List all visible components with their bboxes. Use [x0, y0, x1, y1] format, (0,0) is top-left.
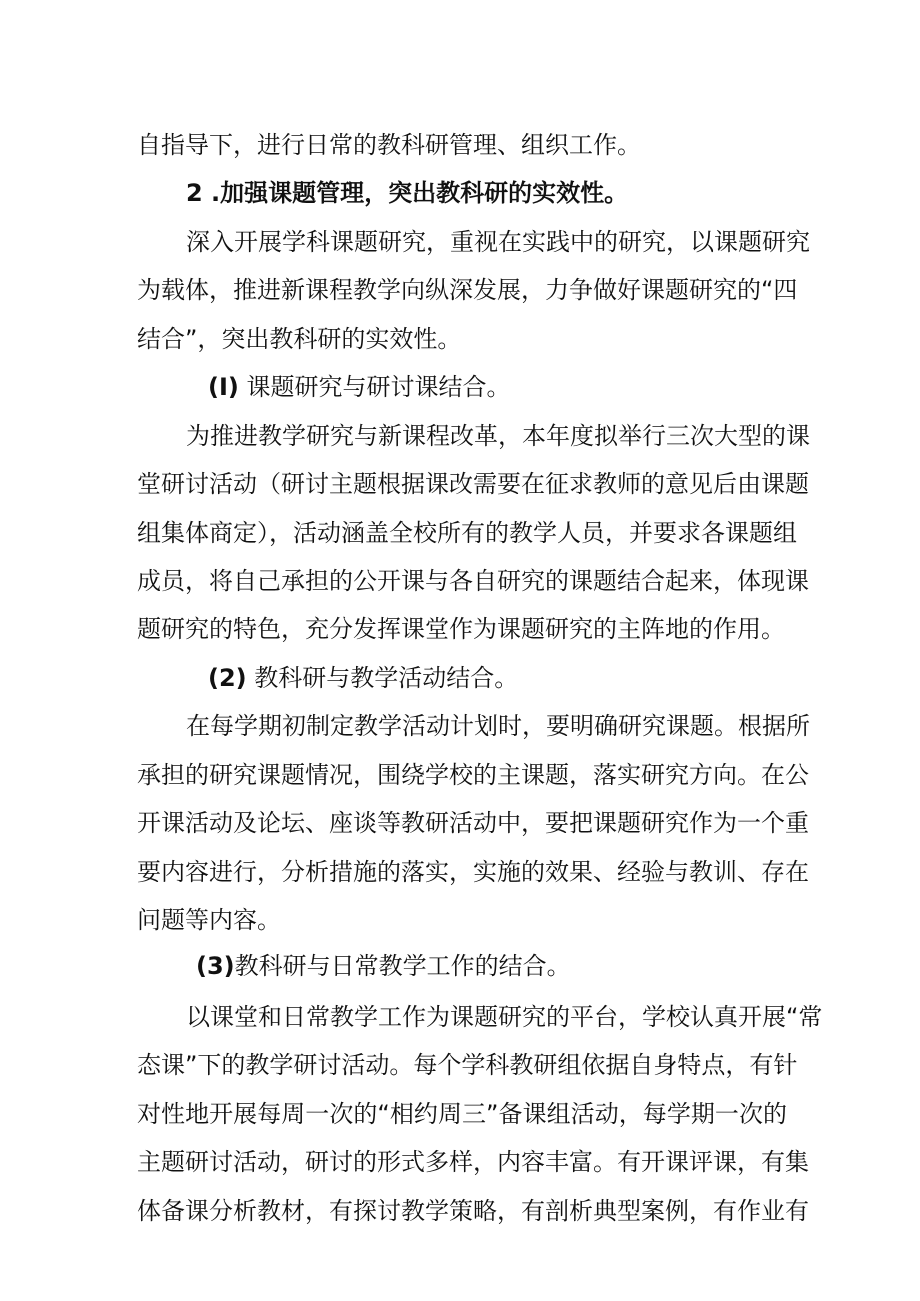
paragraph-line: 为推进教学研究与新课程改革，本年度拟举行三次大型的课 — [186, 422, 810, 450]
paragraph-line: 堂研讨活动（研讨主题根据课改需要在征求教师的意见后由课题 — [137, 470, 809, 498]
paragraph-line: 组集体商定），活动涵盖全校所有的教学人员，并要求各课题组 — [137, 519, 797, 547]
paragraph-line: 态课”下的教学研讨活动。每个学科教研组依据自身特点，有针 — [137, 1051, 798, 1079]
paragraph-line: 成员，将自己承担的公开课与各自研究的课题结合起来，体现课 — [137, 567, 809, 595]
paragraph-line: 体备课分析教材，有探讨教学策略，有剖析典型案例，有作业有 — [137, 1197, 809, 1225]
subheading-number: (I) — [208, 373, 239, 401]
paragraph-line: 以课堂和日常教学工作为课题研究的平台，学校认真开展“常 — [186, 1003, 823, 1031]
paragraph-line: 结合”，突出教科研的实效性。 — [137, 325, 462, 353]
paragraph-line: 开课活动及论坛、座谈等教研活动中，要把课题研究作为一个重 — [137, 809, 809, 837]
paragraph-line: 题研究的特色，充分发挥课堂作为课题研究的主阵地的作用。 — [137, 615, 785, 643]
paragraph-line: 自指导下，进行日常的教科研管理、组织工作。 — [137, 131, 641, 159]
paragraph-line: 对性地开展每周一次的“相约周三”备课组活动，每学期一次的 — [137, 1100, 787, 1128]
subheading-text: 教科研与日常教学工作的结合。 — [234, 952, 571, 980]
subheading-2 — [208, 663, 787, 693]
paragraph-line: 为载体，推进新课程教学向纵深发展，力争做好课题研究的“四 — [137, 276, 798, 304]
subheading-number: (3) — [196, 952, 235, 980]
subheading-text: 教科研与教学活动结合。 — [246, 664, 519, 692]
subheading-number: (2) — [208, 664, 247, 692]
subheading-1 — [208, 372, 787, 402]
paragraph-line: 问题等内容。 — [137, 906, 281, 934]
paragraph-line: 要内容进行，分析措施的落实，实施的效果、经验与教训、存在 — [137, 858, 809, 886]
paragraph-line: 主题研讨活动，研讨的形式多样，内容丰富。有开课评课，有集 — [137, 1148, 809, 1176]
paragraph-line: 深入开展学科课题研究，重视在实践中的研究，以课题研究 — [186, 228, 810, 256]
paragraph-line: 在每学期初制定教学活动计划时，要明确研究课题。根据所 — [186, 712, 810, 740]
section-heading: 2 .加强课题管理，突出教科研的实效性。 — [186, 179, 629, 207]
subheading-text: 课题研究与研讨课结合。 — [238, 373, 511, 401]
subheading-3 — [196, 951, 787, 981]
paragraph-line: 承担的研究课题情况，围绕学校的主课题，落实研究方向。在公 — [137, 761, 809, 789]
